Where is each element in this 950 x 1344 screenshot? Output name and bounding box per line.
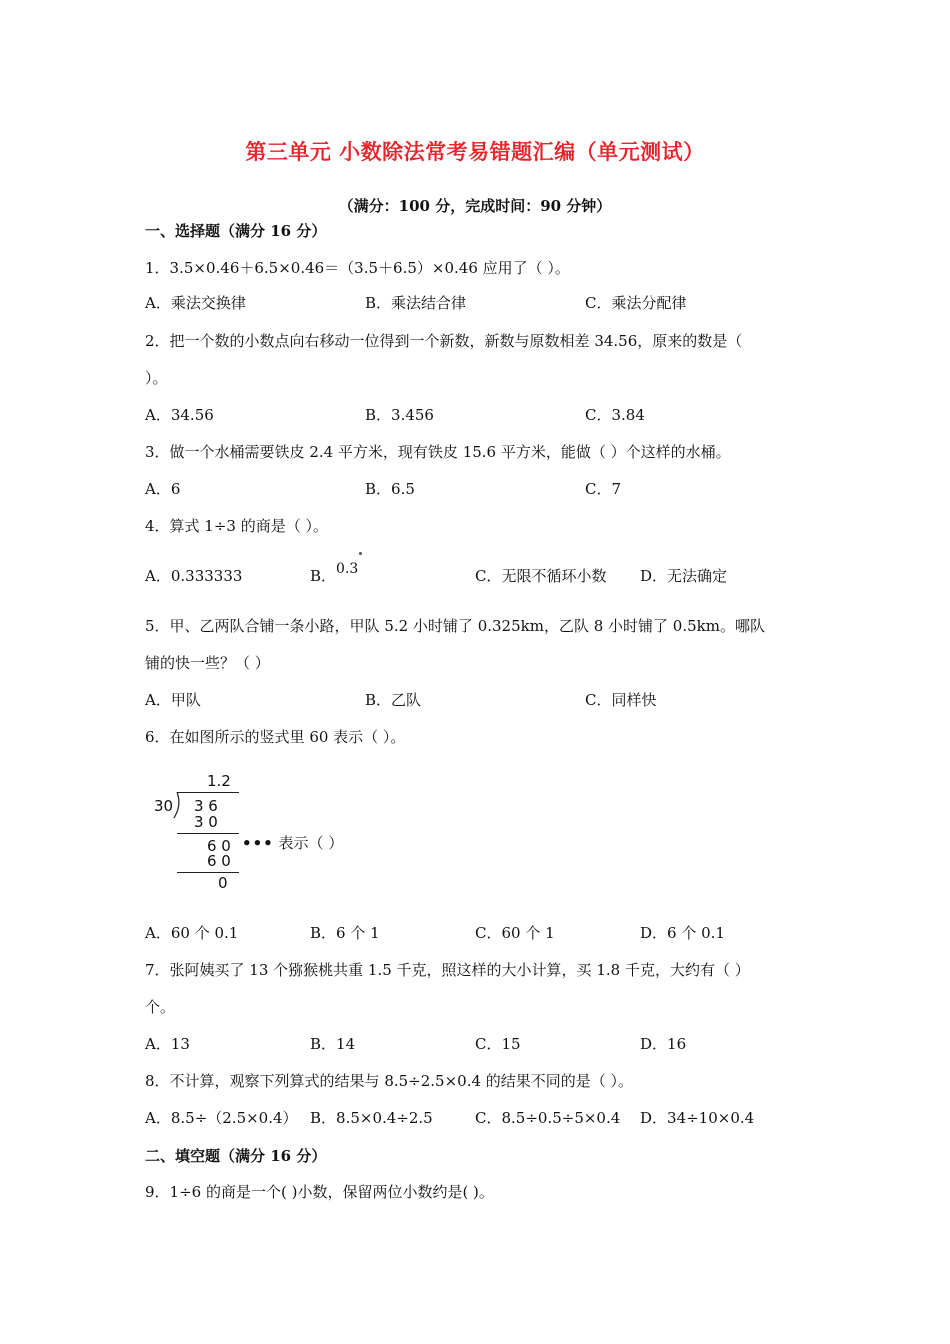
q5-option-a: A．甲队: [145, 691, 201, 709]
q1-option-a: A．乘法交换律: [145, 294, 246, 312]
q6-option-b: B．6 个 1: [310, 924, 380, 942]
question-7-line-2: 个。: [145, 998, 176, 1016]
q1-option-b: B．乘法结合律: [365, 294, 467, 312]
division-annotation: [242, 832, 343, 853]
division-rule-1: [177, 833, 239, 834]
division-quotient: 1.2: [207, 772, 231, 790]
q6-option-d: D．6 个 0.1: [640, 924, 725, 942]
division-rule-2: [177, 872, 239, 873]
division-remainder: 0: [218, 874, 228, 892]
division-dots: •••: [242, 834, 274, 852]
question-8: 8．不计算，观察下列算式的结果与 8.5÷2.5×0.4 的结果不同的是（ ）。: [145, 1072, 634, 1090]
q6-option-a: A．60 个 0.1: [145, 924, 239, 942]
q8-option-b: B．8.5×0.4÷2.5: [310, 1109, 433, 1127]
question-5-line-1: 5．甲、乙两队合铺一条小路，甲队 5.2 小时铺了 0.325km，乙队 8 小时铺了 0.5km。哪队: [145, 617, 765, 635]
section-heading-fill-in: 二、填空题（满分 16 分）: [145, 1147, 327, 1165]
q2-option-b: B．3.456: [365, 406, 434, 424]
division-step-2: 6 0: [207, 837, 231, 855]
q8-option-c: C．8.5÷0.5÷5×0.4: [475, 1109, 621, 1127]
q3-option-b: B．6.5: [365, 480, 415, 498]
question-2-line-1: 2．把一个数的小数点向右移动一位得到一个新数，新数与原数相差 34.56，原来的数是（: [145, 332, 743, 350]
q1-option-c: C．乘法分配律: [585, 294, 687, 312]
q4-option-b: [310, 561, 359, 587]
division-bracket-icon: [172, 792, 182, 818]
section-heading-choice: 一、选择题（满分 16 分）: [145, 222, 327, 240]
question-2-line-2: ）。: [145, 369, 168, 387]
division-step-3: 6 0: [207, 852, 231, 870]
question-5-line-2: 铺的快一些？（ ）: [145, 654, 270, 672]
question-3: 3．做一个水桶需要铁皮 2.4 平方米，现有铁皮 15.6 平方米，能做（ ）个这样的水桶。: [145, 443, 731, 461]
q2-option-a: A．34.56: [145, 406, 214, 424]
division-bar: [177, 792, 239, 793]
q7-option-c: C．15: [475, 1035, 521, 1053]
q6-option-c: C．60 个 1: [475, 924, 555, 942]
question-9: 9．1÷6 的商是一个( )小数，保留两位小数约是( )。: [145, 1183, 494, 1201]
q5-option-c: C．同样快: [585, 691, 657, 709]
q4-option-b-label: B．: [310, 567, 337, 585]
q3-option-a: A．6: [145, 480, 181, 498]
q4-option-c: C．无限不循环小数: [475, 567, 607, 585]
q4-option-a: A．0.333333: [145, 567, 243, 585]
page-title: 第三单元 小数除法常考易错题汇编（单元测试）: [245, 140, 705, 164]
repeating-dot-icon: [359, 552, 362, 555]
q3-option-c: C．7: [585, 480, 622, 498]
q7-option-a: A．13: [145, 1035, 190, 1053]
page-subtitle: （满分：100 分，完成时间：90 分钟）: [338, 197, 612, 215]
question-6: 6．在如图所示的竖式里 60 表示（ ）。: [145, 728, 406, 746]
q8-option-d: D．34÷10×0.4: [640, 1109, 755, 1127]
division-step-1: 3 0: [194, 813, 218, 831]
division-hint-text: 表示（ ）: [278, 834, 344, 852]
question-4: 4．算式 1÷3 的商是（ ）。: [145, 517, 329, 535]
q7-option-d: D．16: [640, 1035, 687, 1053]
q7-option-b: B．14: [310, 1035, 356, 1053]
division-divisor: 30: [154, 797, 174, 815]
q4-option-b-repeating-decimal: 0.3: [336, 561, 359, 577]
q8-option-a: A．8.5÷（2.5×0.4）: [145, 1109, 298, 1127]
q5-option-b: B．乙队: [365, 691, 422, 709]
q4-option-d: D．无法确定: [640, 567, 728, 585]
q2-option-c: C．3.84: [585, 406, 645, 424]
question-7-line-1: 7．张阿姨买了 13 个猕猴桃共重 1.5 千克，照这样的大小计算，买 1.8 千克，大约有（ ）: [145, 961, 750, 979]
question-1: 1．3.5×0.46＋6.5×0.46＝（3.5＋6.5）×0.46 应用了（ ）。: [145, 259, 570, 277]
division-dividend: 3 6: [194, 797, 218, 815]
